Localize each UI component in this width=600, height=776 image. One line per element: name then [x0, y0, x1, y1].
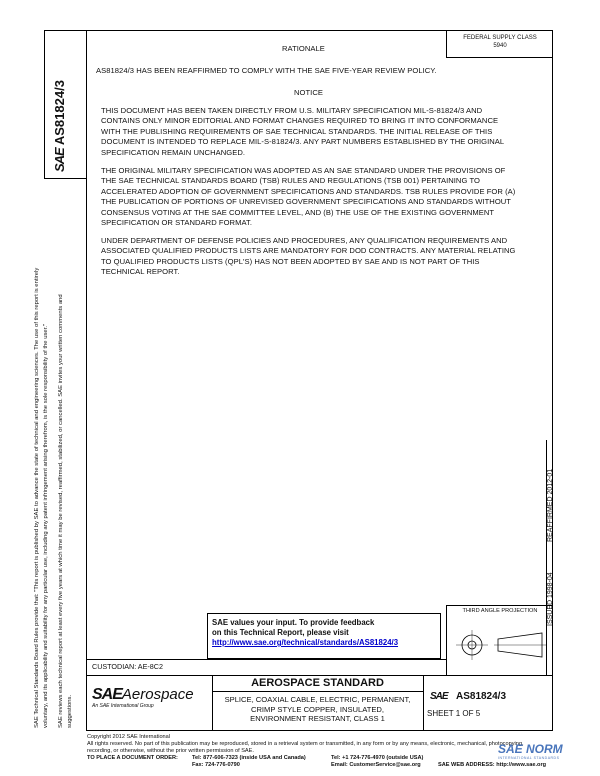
footer-tel-intl: Tel: +1 724-776-4970 (outside USA) [331, 755, 424, 761]
footer-tel-us: Tel: 877-606-7323 (inside USA and Canada) [192, 755, 306, 761]
side-doc-number: AS81824/3 [52, 80, 67, 146]
title-line1: SPLICE, COAXIAL CABLE, ELECTRIC, PERMANENT, [224, 695, 411, 704]
title-line2: CRIMP STYLE COPPER, INSULATED, [250, 704, 385, 714]
fsc-value: 5940 [493, 43, 507, 49]
side-doc-id [52, 80, 67, 172]
title-sae-logo: SAE [430, 691, 448, 702]
feedback-box [207, 613, 441, 659]
standard-type-underline [212, 691, 423, 692]
footer-email: Email: CustomerService@sae.org [331, 762, 421, 768]
title-block-top-line [86, 675, 553, 676]
footer-web[interactable]: SAE WEB ADDRESS: http://www.sae.org [438, 762, 547, 768]
custodian-top-line [86, 659, 446, 660]
standard-type: AEROSPACE STANDARD [251, 677, 384, 689]
watermark [498, 742, 563, 760]
custodian: CUSTODIAN: AE-8C2 [92, 662, 163, 671]
projection-label: THIRD ANGLE PROJECTION [462, 608, 538, 614]
notice-paragraph-3: UNDER DEPARTMENT OF DEFENSE POLICIES AND PROCEDURES, ANY QUALIFICATION REQUIREMENTS AND ASSOCIATED QUALIFIED PRODUCTS LISTS ARE MANDATORY FOR DOD CONTRACTS. ANY MATERIAL RELATING TO QUALIFIED PRODUCTS LISTS (QPL'S) HAS NOT BEEN ADOPTED BY SAE AND IS NOT PART OF THIS TECHNICAL REPORT. [101, 236, 516, 277]
title-doc-number: AS81824/3 [455, 691, 507, 702]
sae-aerospace-logo [92, 686, 194, 709]
margin-text-line2: voluntary, and its applicability and suitability for any particular use, including any patent infringement arising therefrom, is the sole responsibility of the user." [43, 323, 49, 728]
footer-fax: Fax: 724-776-0790 [192, 762, 240, 768]
reaffirmed-label: REAFFIRMED 2012-01 [547, 468, 554, 542]
third-angle-projection-box [446, 605, 553, 675]
margin-text-line1: SAE Technical Standards Board Rules provide that: "This report is published by SAE to advance the state of technical and engineering sciences. The use of this report is entirely [34, 267, 40, 728]
title-block-divider-2 [423, 675, 424, 731]
feedback-line2: on this Technical Report, please visit [212, 628, 349, 637]
margin-text-line4: suggestions. [67, 694, 73, 728]
title-doc-id [430, 691, 506, 702]
federal-supply-class-box [446, 30, 553, 58]
footer-rights-1: All rights reserved. No part of this publication may be reproduced, stored in a retrieval system or transmitted, in any form or by any means, electronic, mechanical, photocopying, [87, 741, 524, 747]
fsc-label: FEDERAL SUPPLY CLASS [463, 35, 537, 41]
side-sae-logo: SAE [52, 148, 67, 172]
feedback-line1: SAE values your input. To provide feedback [212, 618, 375, 627]
feedback-link[interactable]: http://www.sae.org/technical/standards/AS81824/3 [212, 638, 399, 647]
side-box-left [44, 30, 45, 178]
notice-paragraph-2: THE ORIGINAL MILITARY SPECIFICATION WAS ADOPTED AS AN SAE STANDARD UNDER THE PROVISIONS OF THE SAE TECHNICAL STANDARDS BOARD (TSB) RULES AND REGULATIONS (TSB 001) PERTAINING TO ACCELERATED ADOPTION OF GOVERNMENT SPECIFICATIONS AND STANDARDS. TSB RULES PROVIDE FOR (A) THE PUBLICATION OF PORTIONS OF UNREVISED GOVERNMENT SPECIFICATIONS AND STANDARDS WITHOUT CONSENSUS VOTING AT THE SAE COMMITTEE LEVEL, AND (B) THE USE OF THE EXISTING GOVERNMENT SPECIFICATION OR STANDARD FORMAT. [101, 166, 516, 228]
notice-paragraph-1: THIS DOCUMENT HAS BEEN TAKEN DIRECTLY FROM U.S. MILITARY SPECIFICATION MIL-S-81824/3 AND CONTAINS ONLY MINOR EDITORIAL AND FORMAT CHANGES REQUIRED TO BRING IT INTO CONFORMANCE WITH THE PUBLISHING REQUIREMENTS OF SAE TECHNICAL STANDARDS. THE INITIAL RELEASE OF THIS DOCUMENT IS INTENDED TO REPLACE MIL-S-81824/3. ANY PART NUMBERS ESTABLISHED BY THE ORIGINAL SPECIFICATION REMAIN UNCHANGED. [101, 106, 504, 157]
title-line3: ENVIRONMENT RESISTANT, CLASS 1 [250, 714, 385, 724]
watermark-brand: SAE NORM [498, 742, 563, 756]
projection-symbol-icon [450, 618, 550, 673]
rationale-heading: RATIONALE [282, 44, 325, 53]
watermark-sub: INTERNATIONAL STANDARDS [498, 756, 560, 760]
notice-heading: NOTICE [294, 88, 323, 97]
rationale-text: AS81824/3 HAS BEEN REAFFIRMED TO COMPLY WITH THE SAE FIVE-YEAR REVIEW POLICY. [96, 66, 437, 75]
logo-aerospace: Aerospace [121, 686, 194, 703]
sheet-number: SHEET 1 OF 5 [427, 709, 481, 718]
margin-text-line3: SAE reviews each technical report at least every five years at which time it may be revised, reaffirmed, stabilized, or cancelled. SAE invites your written comments and [58, 294, 64, 728]
side-box-top [44, 30, 86, 31]
logo-sae: SAE [92, 686, 122, 703]
footer-copyright: Copyright 2012 SAE International [87, 734, 171, 740]
document-title [212, 695, 423, 724]
issued-label: ISSUED 1998-04 [547, 572, 554, 626]
footer-order-label: TO PLACE A DOCUMENT ORDER: [87, 755, 178, 761]
footer-rights-2: recording, or otherwise, without the prior written permission of SAE. [87, 748, 254, 754]
logo-tagline: An SAE International Group [92, 703, 154, 709]
side-box-bottom [44, 178, 86, 179]
left-column-divider [86, 30, 87, 178]
